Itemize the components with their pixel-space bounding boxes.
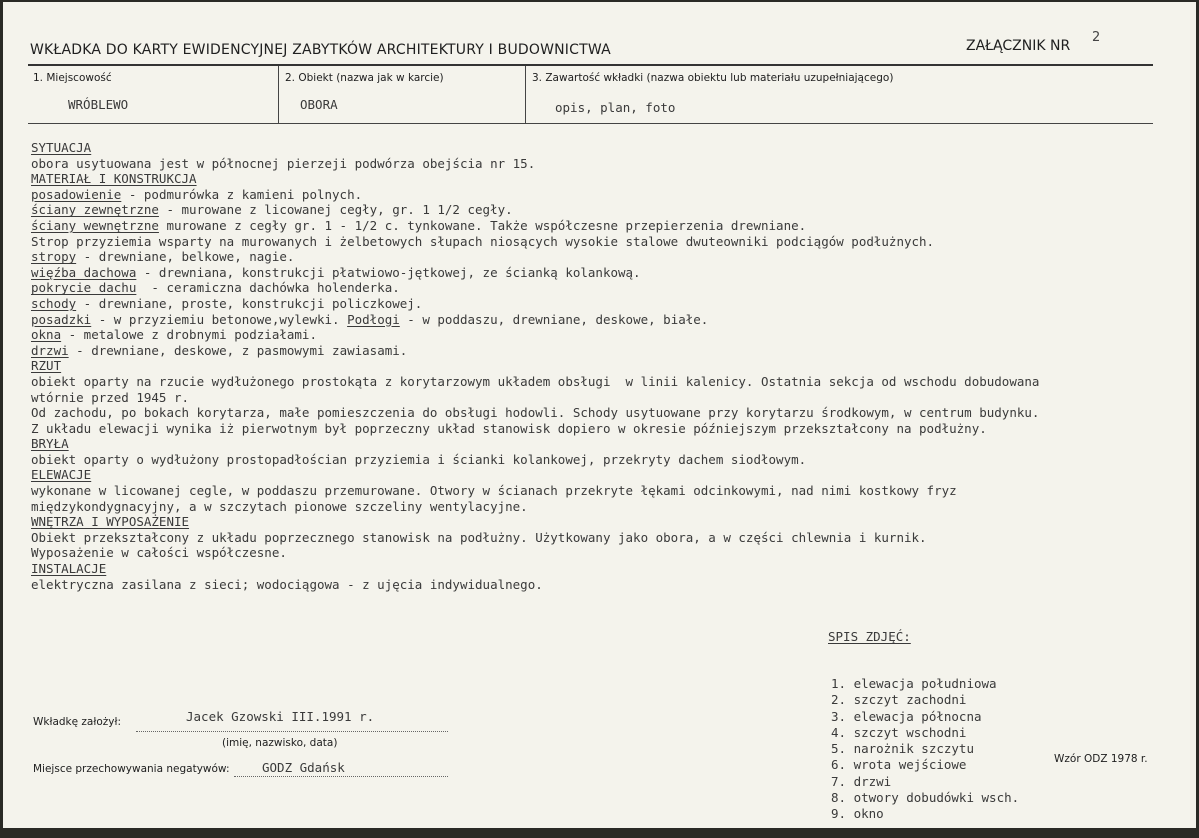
author-value: Jacek Gzowski III.1991 r. bbox=[186, 709, 375, 724]
author-line bbox=[136, 731, 448, 732]
author-label: Wkładkę założył: bbox=[33, 716, 122, 728]
section-heading: więźba dachowa bbox=[31, 264, 137, 280]
description-text-segment: Strop przyziemia wsparty na murowanych i żelbetowych słupach niosących wysokie stalowe dwuteowniki podciągów podłużnych. bbox=[31, 233, 935, 249]
section-heading: posadzki bbox=[31, 311, 92, 327]
description-text-segment: - murowane z licowanej cegły, gr. 1 1/2 cegły. bbox=[158, 202, 513, 218]
section-heading: stropy bbox=[31, 249, 77, 265]
description-line bbox=[31, 436, 1181, 452]
field-object-value: OBORA bbox=[300, 97, 338, 112]
description-line bbox=[31, 514, 1181, 530]
section-heading: ELEWACJE bbox=[31, 467, 92, 483]
description-text-segment: - drewniane, proste, konstrukcji policzkowej. bbox=[76, 295, 423, 311]
author-hint: (imię, nazwisko, data) bbox=[222, 737, 338, 749]
description-line bbox=[31, 296, 1181, 312]
description-line bbox=[31, 390, 1181, 406]
description-text-segment: - podmurówka z kamieni polnych. bbox=[121, 186, 363, 202]
photo-list-item: 2. szczyt zachodni bbox=[831, 692, 967, 708]
section-heading: RZUT bbox=[31, 358, 62, 374]
header-rule bbox=[28, 64, 1153, 66]
description-text bbox=[31, 140, 1181, 592]
section-heading: ściany wewnętrzne bbox=[31, 217, 159, 233]
description-line bbox=[31, 452, 1181, 468]
description-line bbox=[31, 561, 1181, 577]
form-model-note: Wzór ODZ 1978 r. bbox=[1054, 753, 1148, 765]
section-heading: BRYŁA bbox=[31, 436, 69, 452]
description-text-segment: obora usytuowana jest w północnej pierzeji podwórza obejścia nr 15. bbox=[31, 155, 536, 171]
description-text-segment: międzykondygnacyjny, a w szczytach pionowe szczeliny wentylacyjne. bbox=[31, 498, 528, 514]
description-line bbox=[31, 156, 1181, 172]
description-text-segment: wykonane w licowanej cegle, w poddaszu przemurowane. Otwory w ścianach przekryte łękami odcinkowymi, nad nimi kostkowy fryz bbox=[31, 483, 957, 499]
description-text-segment: Z układu elewacji wynika iż pierwotnym był poprzeczny układ stanowisk dopiero w okresie późniejszym przekształcony na podłużny. bbox=[31, 420, 987, 436]
section-heading: SYTUACJA bbox=[31, 140, 92, 155]
photo-list-item: 9. okno bbox=[831, 806, 884, 822]
description-line bbox=[31, 374, 1181, 390]
description-text-segment: Wyposażenie w całości współczesne. bbox=[31, 545, 287, 561]
description-line bbox=[31, 343, 1181, 359]
description-text-segment: wtórnie przed 1945 r. bbox=[31, 389, 190, 405]
description-text-segment: - metalowe z drobnymi podziałami. bbox=[61, 327, 317, 343]
description-text-segment: Od zachodu, po bokach korytarza, małe pomieszczenia do obsługi hodowli. Schody usytuowane przy korytarzu środkowym, w centrum budynku. bbox=[31, 405, 1040, 421]
section-heading: WNĘTRZA I WYPOSAŻENIE bbox=[31, 514, 190, 530]
description-text-segment: - drewniane, deskowe, z pasmowymi zawiasami. bbox=[68, 342, 408, 358]
description-text-segment: - w przyziemiu betonowe,wylewki. bbox=[91, 311, 348, 327]
description-text-segment: obiekt oparty o wydłużony prostopadłościan przyziemia i ścianki kolankowej, przekryty dachem siodłowym. bbox=[31, 451, 807, 467]
photo-list-heading: SPIS ZDJĘĆ: bbox=[828, 629, 911, 645]
section-heading: ściany zewnętrzne bbox=[31, 202, 159, 218]
field-contents-label: 3. Zawartość wkładki (nazwa obiektu lub materiału uzupełniającego) bbox=[532, 72, 894, 84]
description-line bbox=[31, 218, 1181, 234]
description-line bbox=[31, 499, 1181, 515]
form-title: WKŁADKA DO KARTY EWIDENCYJNEJ ZABYTKÓW ARCHITEKTURY I BUDOWNICTWA bbox=[30, 42, 611, 58]
section-heading: Podłogi bbox=[347, 311, 400, 327]
description-line bbox=[31, 421, 1181, 437]
description-line bbox=[31, 358, 1181, 374]
description-text-segment: Obiekt przekształcony z układu poprzecznego stanowisk na podłużny. Użytkowany jako obora, a w części chlewnia i kurnik. bbox=[31, 529, 927, 545]
description-line bbox=[31, 202, 1181, 218]
description-line bbox=[31, 577, 1181, 593]
photo-list-item: 3. elewacja północna bbox=[831, 708, 982, 724]
description-line bbox=[31, 265, 1181, 281]
description-line bbox=[31, 405, 1181, 421]
negatives-label: Miejsce przechowywania negatywów: bbox=[33, 763, 230, 775]
field-divider-2 bbox=[525, 66, 526, 123]
description-line bbox=[31, 312, 1181, 328]
photo-list-item: 4. szczyt wschodni bbox=[831, 724, 967, 740]
description-line bbox=[31, 327, 1181, 343]
photo-list-item: 1. elewacja południowa bbox=[831, 675, 997, 691]
field-locality-label: 1. Miejscowość bbox=[33, 72, 112, 84]
field-locality-value: WRÓBLEWO bbox=[68, 97, 129, 112]
description-text-segment: elektryczna zasilana z sieci; wodociągowa - z ujęcia indywidualnego. bbox=[31, 576, 543, 592]
field-object-label: 2. Obiekt (nazwa jak w karcie) bbox=[285, 72, 444, 84]
description-text-segment: - drewniane, belkowe, nagie. bbox=[76, 249, 295, 265]
description-text-segment: - ceramiczna dachówka holenderka. bbox=[136, 280, 400, 296]
photo-list bbox=[828, 598, 1019, 838]
description-line bbox=[31, 187, 1181, 203]
section-heading: okna bbox=[31, 327, 62, 343]
photo-list-item: 5. narożnik szczytu bbox=[831, 741, 974, 757]
description-line bbox=[31, 483, 1181, 499]
photo-list-item: 7. drzwi bbox=[831, 773, 892, 789]
description-line bbox=[31, 140, 1181, 156]
description-text-segment: murowane z cegły gr. 1 - 1/2 c. tynkowane. Także współczesne przepierzenia drewniane. bbox=[158, 217, 807, 233]
photo-list-item: 8. otwory dobudówki wsch. bbox=[831, 790, 1020, 806]
section-heading: pokrycie dachu bbox=[31, 280, 137, 296]
description-text-segment: - drewniana, konstrukcji płatwiowo-jętkowej, ze ścianką kolankową. bbox=[136, 264, 641, 280]
annex-number: 2 bbox=[1092, 30, 1101, 45]
photo-list-item: 6. wrota wejściowe bbox=[831, 757, 967, 773]
section-heading: posadowienie bbox=[31, 186, 122, 202]
field-contents-value: opis, plan, foto bbox=[555, 100, 676, 115]
description-text-segment: obiekt oparty na rzucie wydłużonego prostokąta z korytarzowym układem obsługi w linii kalenicy. Ostatnia sekcja od wschodu dobudowana bbox=[31, 373, 1040, 389]
section-heading: INSTALACJE bbox=[31, 561, 107, 577]
description-line bbox=[31, 171, 1181, 187]
description-line bbox=[31, 280, 1181, 296]
section-heading: schody bbox=[31, 295, 77, 311]
description-line bbox=[31, 545, 1181, 561]
section-heading: drzwi bbox=[31, 342, 69, 358]
description-line bbox=[31, 530, 1181, 546]
annex-label: ZAŁĄCZNIK NR bbox=[966, 38, 1071, 54]
description-text-segment: - w poddaszu, drewniane, deskowe, białe. bbox=[399, 311, 709, 327]
field-divider-1 bbox=[278, 66, 279, 123]
section-heading: MATERIAŁ I KONSTRUKCJA bbox=[31, 171, 197, 187]
description-line bbox=[31, 467, 1181, 483]
fields-bottom-rule bbox=[28, 123, 1153, 124]
negatives-value: GODZ Gdańsk bbox=[262, 760, 345, 775]
description-line bbox=[31, 249, 1181, 265]
description-line bbox=[31, 234, 1181, 250]
negatives-line bbox=[234, 776, 448, 777]
